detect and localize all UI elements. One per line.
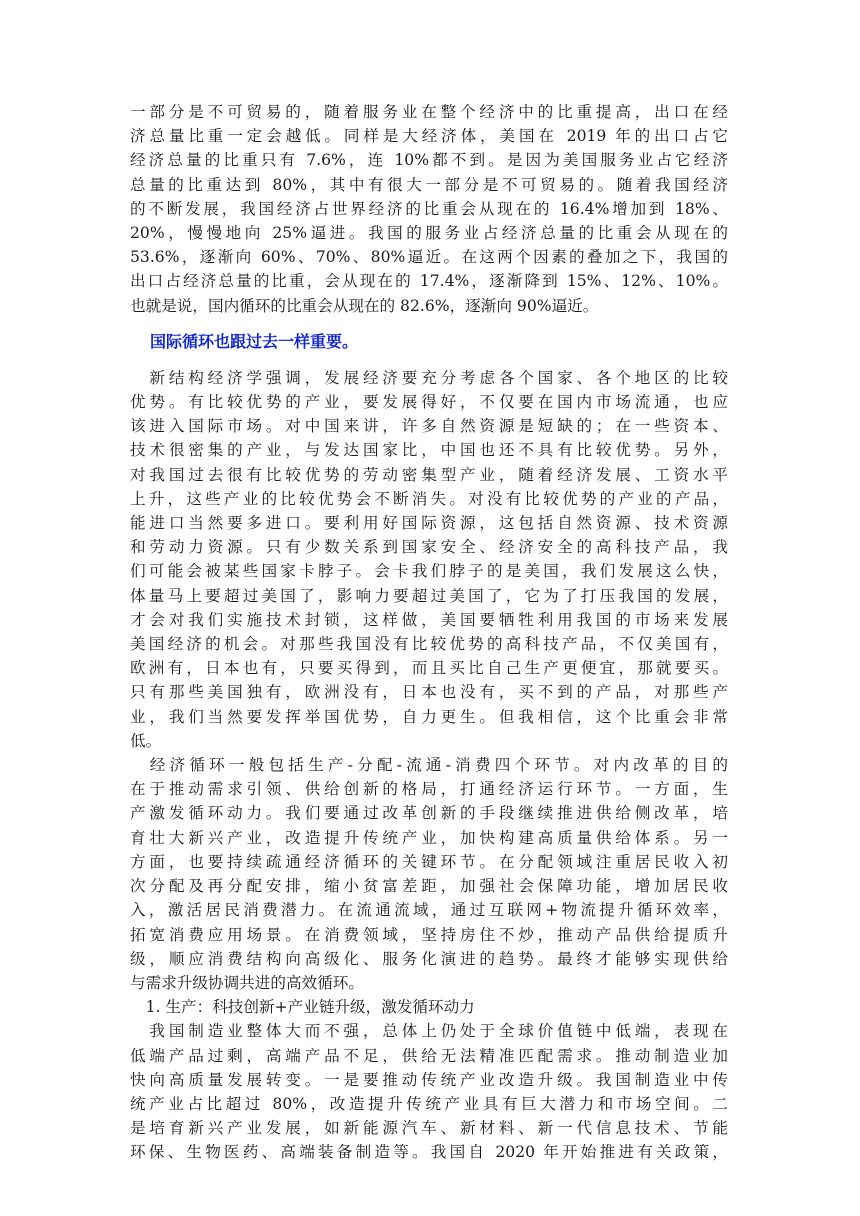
subsection-title: 1. 生产：科技创新+产业链升级，激发循环动力 [130,998,475,1017]
text-line: 是培育新兴产业发展，如新能源汽车、新材料、新一代信息技术、节能 [130,1119,728,1138]
text-line: 53.6%，逐渐向 60%、70%、80%逼近。在这两个因素的叠加之下，我国的 [130,248,728,267]
paragraph-production [130,995,728,1164]
text-line: 级，顺应消费结构向高级化、服务化演进的趋势。最终才能够实现供给 [130,949,728,968]
paragraph-trade-share [130,100,728,318]
text-line: 体量马上要超过美国了，影响力要超过美国了，它为了打压我国的发展， [130,586,728,605]
text-line: 出口占经济总量的比重，会从现在的 17.4%，逐渐降到 15%、12%、10%。 [130,272,728,291]
document-page [130,100,728,1165]
text-line: 低。 [130,731,162,750]
text-line: 快向高质量发展转变。一是要推动传统产业改造升级。我国制造业中传 [130,1070,728,1089]
section-heading: 国际循环也跟过去一样重要。 [150,331,359,351]
text-line: 对我国过去很有比较优势的劳动密集型产业，随着经济发展、工资水平 [130,465,728,484]
text-line: 经济总量的比重只有 7.6%，连 10%都不到。是因为美国服务业占它经济 [130,151,728,170]
text-line: 经济循环一般包括生产-分配-流通-消费四个环节。对内改革的目的 [130,756,728,775]
text-line: 产激发循环动力。我们要通过改革创新的手段继续推进供给侧改革，培 [130,804,728,823]
text-line: 济总量比重一定会越低。同样是大经济体，美国在 2019 年的出口占它 [130,127,728,146]
text-line: 能进口当然要多进口。要利用好国际资源，这包括自然资源、技术资源 [130,514,728,533]
text-line: 低端产品过剩，高端产品不足，供给无法精准匹配需求。推动制造业加 [130,1046,728,1065]
paragraph-international-cycle [130,366,728,753]
text-line: 只有那些美国独有，欧洲没有，日本也没有，买不到的产品，对那些产 [130,683,728,702]
text-line: 美国经济的机会。对那些我国没有比较优势的高科技产品，不仅美国有， [130,635,728,654]
text-line: 新结构经济学强调，发展经济要充分考虑各个国家、各个地区的比较 [130,368,728,387]
text-line: 才会对我们实施技术封锁，这样做，美国要牺牲利用我国的市场来发展 [130,610,728,629]
text-line: 育壮大新兴产业，改造提升传统产业，加快构建高质量供给体系。另一 [130,828,728,847]
text-line: 业，我们当然要发挥举国优势，自力更生。但我相信，这个比重会非常 [130,707,728,726]
text-line: 的不断发展，我国经济占世界经济的比重会从现在的 16.4%增加到 18%、 [130,199,728,218]
text-line: 次分配及再分配安排，缩小贫富差距，加强社会保障功能，增加居民收 [130,877,728,896]
text-line: 在于推动需求引领、供给创新的格局，打通经济运行环节。一方面，生 [130,780,728,799]
text-line: 优势。有比较优势的产业，要发展得好，不仅要在国内市场流通，也应 [130,393,728,412]
text-line: 入，激活居民消费潜力。在流通流域，通过互联网+物流提升循环效率， [130,901,728,920]
text-line: 我国制造业整体大而不强，总体上仍处于全球价值链中低端，表现在 [130,1022,728,1041]
text-line: 与需求升级协调共进的高效循环。 [130,973,364,992]
text-line: 20%，慢慢地向 25%逼进。我国的服务业占经济总量的比重会从现在的 [130,224,728,243]
text-line: 和劳动力资源。只有少数关系到国家安全、经济安全的高科技产品，我 [130,538,728,557]
text-line: 技术很密集的产业，与发达国家比，中国也还不具有比较优势。另外， [130,441,728,460]
text-line: 环保、生物医药、高端装备制造等。我国自 2020 年开始推进有关政策， [130,1143,728,1162]
text-line: 们可能会被某些国家卡脖子。会卡我们脖子的是美国，我们发展这么快， [130,562,728,581]
text-line: 该进入国际市场。对中国来讲，许多自然资源是短缺的；在一些资本、 [130,417,728,436]
text-line: 拓宽消费应用场景。在消费领域，坚持房住不炒，推动产品供给提质升 [130,925,728,944]
text-line: 一部分是不可贸易的，随着服务业在整个经济中的比重提高，出口在经 [130,103,728,121]
paragraph-economic-cycle [130,753,728,995]
text-line: 上升，这些产业的比较优势会不断消失。对没有比较优势的产业的产品， [130,489,728,508]
text-line: 欧洲有，日本也有，只要买得到，而且买比自己生产更便宜，那就要买。 [130,659,728,678]
text-line: 统产业占比超过 80%，改造提升传统产业具有巨大潜力和市场空间。二 [130,1094,728,1113]
text-line: 方面，也要持续疏通经济循环的关键环节。在分配领域注重居民收入初 [130,852,728,871]
text-line: 也就是说，国内循环的比重会从现在的 82.6%，逐渐向 90%逼近。 [130,296,599,315]
text-line: 总量的比重达到 80%，其中有很大一部分是不可贸易的。随着我国经济 [130,175,728,194]
